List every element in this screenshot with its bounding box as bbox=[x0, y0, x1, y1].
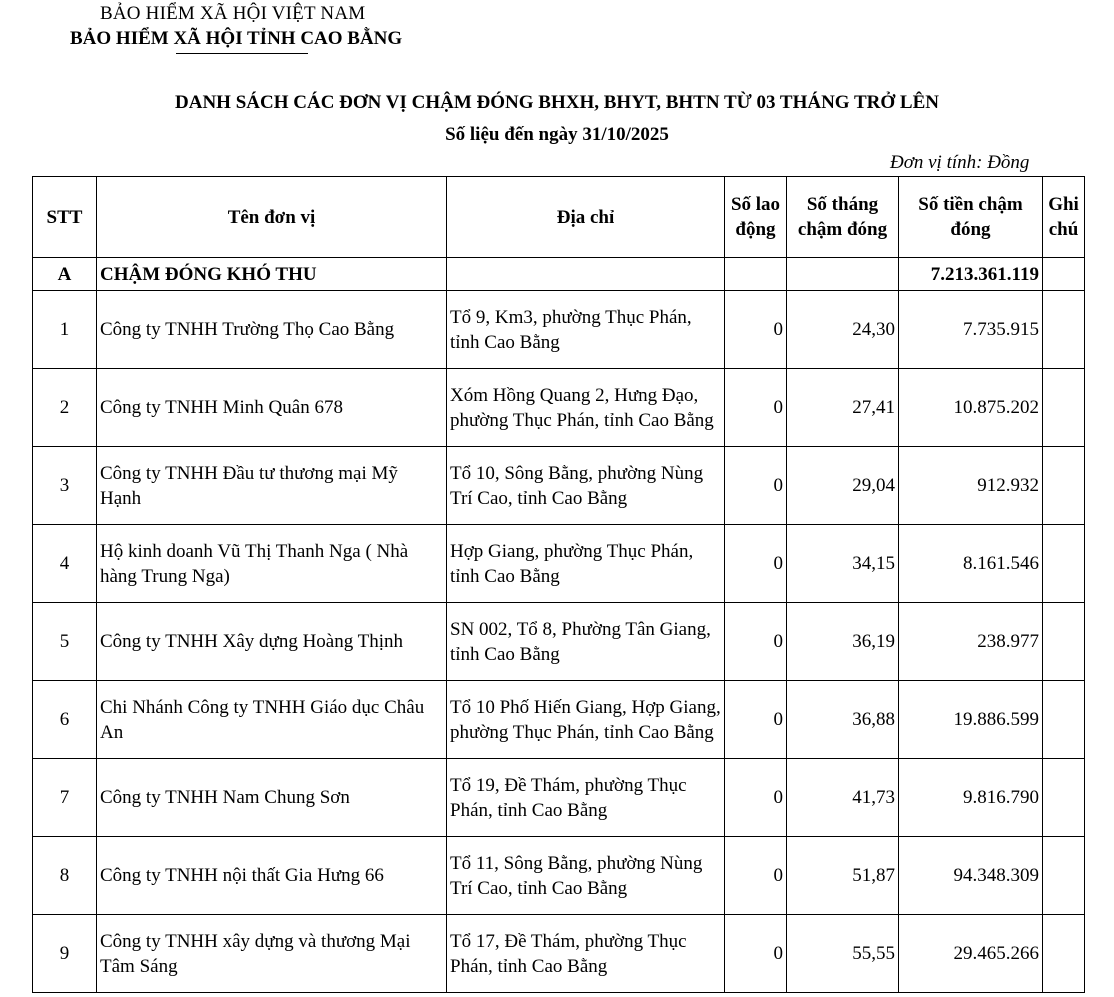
row-amount: 19.886.599 bbox=[899, 681, 1043, 759]
group-row bbox=[33, 258, 1085, 291]
row-workers: 0 bbox=[725, 525, 787, 603]
col-amount: Số tiền chậm đóng bbox=[899, 177, 1043, 258]
row-address: Tổ 17, Đề Thám, phường Thục Phán, tỉnh Cao Bằng bbox=[447, 915, 725, 993]
row-note bbox=[1043, 369, 1085, 447]
row-workers: 0 bbox=[725, 447, 787, 525]
row-note bbox=[1043, 447, 1085, 525]
table-row bbox=[33, 915, 1085, 993]
row-workers: 0 bbox=[725, 681, 787, 759]
row-stt: 1 bbox=[33, 291, 97, 369]
row-stt: 4 bbox=[33, 525, 97, 603]
row-workers: 0 bbox=[725, 837, 787, 915]
group-workers bbox=[725, 258, 787, 291]
document-title: DANH SÁCH CÁC ĐƠN VỊ CHẬM ĐÓNG BHXH, BHYT, BHTN TỪ 03 THÁNG TRỞ LÊN bbox=[175, 92, 939, 113]
row-name: Công ty TNHH Minh Quân 678 bbox=[97, 369, 447, 447]
row-address: Xóm Hồng Quang 2, Hưng Đạo, phường Thục Phán, tỉnh Cao Bằng bbox=[447, 369, 725, 447]
row-workers: 0 bbox=[725, 369, 787, 447]
group-months bbox=[787, 258, 899, 291]
row-address: Hợp Giang, phường Thục Phán, tỉnh Cao Bằng bbox=[447, 525, 725, 603]
row-address: Tổ 11, Sông Bằng, phường Nùng Trí Cao, tỉnh Cao Bằng bbox=[447, 837, 725, 915]
document-subtitle: Số liệu đến ngày 31/10/2025 bbox=[445, 124, 669, 145]
col-address: Địa chỉ bbox=[447, 177, 725, 258]
group-amount: 7.213.361.119 bbox=[899, 258, 1043, 291]
row-name: Công ty TNHH Đầu tư thương mại Mỹ Hạnh bbox=[97, 447, 447, 525]
col-stt: STT bbox=[33, 177, 97, 258]
col-note: Ghi chú bbox=[1043, 177, 1085, 258]
row-months: 29,04 bbox=[787, 447, 899, 525]
table-row bbox=[33, 837, 1085, 915]
row-amount: 29.465.266 bbox=[899, 915, 1043, 993]
row-workers: 0 bbox=[725, 291, 787, 369]
currency-unit: Đơn vị tính: Đồng bbox=[890, 152, 1030, 173]
row-months: 36,88 bbox=[787, 681, 899, 759]
row-name: Công ty TNHH Nam Chung Sơn bbox=[97, 759, 447, 837]
row-stt: 8 bbox=[33, 837, 97, 915]
row-name: Công ty TNHH Xây dựng Hoàng Thịnh bbox=[97, 603, 447, 681]
table-row bbox=[33, 369, 1085, 447]
org-name: BẢO HIỂM XÃ HỘI VIỆT NAM bbox=[100, 3, 366, 24]
col-name: Tên đơn vị bbox=[97, 177, 447, 258]
row-stt: 2 bbox=[33, 369, 97, 447]
row-note bbox=[1043, 681, 1085, 759]
table-row bbox=[33, 447, 1085, 525]
group-address bbox=[447, 258, 725, 291]
row-months: 36,19 bbox=[787, 603, 899, 681]
sub-org-name: BẢO HIỂM XÃ HỘI TỈNH CAO BẰNG bbox=[70, 28, 403, 49]
table-header-row bbox=[33, 177, 1085, 258]
row-amount: 8.161.546 bbox=[899, 525, 1043, 603]
table-row bbox=[33, 525, 1085, 603]
row-months: 51,87 bbox=[787, 837, 899, 915]
header-underline bbox=[176, 53, 308, 54]
row-note bbox=[1043, 291, 1085, 369]
row-note bbox=[1043, 525, 1085, 603]
table-row bbox=[33, 603, 1085, 681]
row-amount: 238.977 bbox=[899, 603, 1043, 681]
row-address: SN 002, Tổ 8, Phường Tân Giang, tỉnh Cao Bằng bbox=[447, 603, 725, 681]
row-stt: 9 bbox=[33, 915, 97, 993]
row-name: Công ty TNHH Trường Thọ Cao Bằng bbox=[97, 291, 447, 369]
row-months: 55,55 bbox=[787, 915, 899, 993]
row-months: 41,73 bbox=[787, 759, 899, 837]
row-amount: 9.816.790 bbox=[899, 759, 1043, 837]
row-amount: 10.875.202 bbox=[899, 369, 1043, 447]
arrears-table bbox=[32, 176, 1085, 993]
row-name: Công ty TNHH nội thất Gia Hưng 66 bbox=[97, 837, 447, 915]
row-note bbox=[1043, 915, 1085, 993]
row-address: Tổ 9, Km3, phường Thục Phán, tỉnh Cao Bằng bbox=[447, 291, 725, 369]
row-months: 24,30 bbox=[787, 291, 899, 369]
row-note bbox=[1043, 837, 1085, 915]
table-row bbox=[33, 291, 1085, 369]
col-months: Số tháng chậm đóng bbox=[787, 177, 899, 258]
row-address: Tổ 19, Đề Thám, phường Thục Phán, tỉnh Cao Bằng bbox=[447, 759, 725, 837]
group-stt: A bbox=[33, 258, 97, 291]
row-note bbox=[1043, 759, 1085, 837]
row-amount: 912.932 bbox=[899, 447, 1043, 525]
row-name: Công ty TNHH xây dựng và thương Mại Tâm Sáng bbox=[97, 915, 447, 993]
row-amount: 7.735.915 bbox=[899, 291, 1043, 369]
row-workers: 0 bbox=[725, 915, 787, 993]
group-name: CHẬM ĐÓNG KHÓ THU bbox=[97, 258, 447, 291]
row-workers: 0 bbox=[725, 603, 787, 681]
col-workers: Số lao động bbox=[725, 177, 787, 258]
row-name: Hộ kinh doanh Vũ Thị Thanh Nga ( Nhà hàng Trung Nga) bbox=[97, 525, 447, 603]
row-amount: 94.348.309 bbox=[899, 837, 1043, 915]
row-stt: 3 bbox=[33, 447, 97, 525]
row-months: 27,41 bbox=[787, 369, 899, 447]
row-address: Tổ 10 Phố Hiến Giang, Hợp Giang, phường Thục Phán, tỉnh Cao Bằng bbox=[447, 681, 725, 759]
table-row bbox=[33, 759, 1085, 837]
group-note bbox=[1043, 258, 1085, 291]
row-stt: 7 bbox=[33, 759, 97, 837]
row-stt: 5 bbox=[33, 603, 97, 681]
table-row bbox=[33, 681, 1085, 759]
row-months: 34,15 bbox=[787, 525, 899, 603]
row-address: Tổ 10, Sông Bằng, phường Nùng Trí Cao, tỉnh Cao Bằng bbox=[447, 447, 725, 525]
row-note bbox=[1043, 603, 1085, 681]
row-workers: 0 bbox=[725, 759, 787, 837]
row-stt: 6 bbox=[33, 681, 97, 759]
row-name: Chi Nhánh Công ty TNHH Giáo dục Châu An bbox=[97, 681, 447, 759]
